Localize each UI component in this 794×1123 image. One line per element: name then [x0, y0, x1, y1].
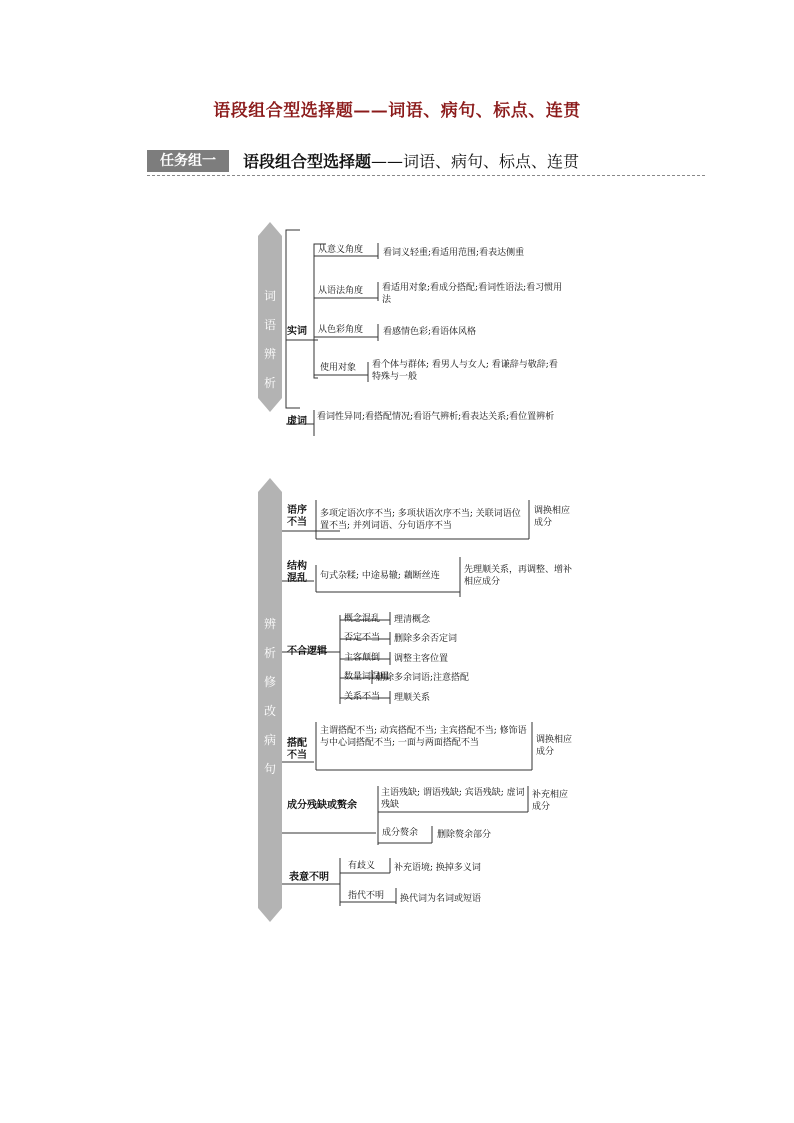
luoji-fix-4: 删除多余词语;注意搭配: [376, 673, 470, 683]
luoji-item-2: 否定不当: [344, 633, 381, 643]
chengfen-zhuiyu: 成分赘余: [382, 828, 419, 838]
angle-object: 使用对象: [320, 363, 357, 373]
section1-side-label: 词 语 辨 析: [263, 289, 276, 390]
luoji-fix-3: 调整主客位置: [394, 654, 449, 664]
jiegou-label: 结构混乱: [287, 561, 307, 584]
chengfen-zhuiyu-fix: 删除赘余部分: [437, 830, 492, 840]
task-title-rest: ——词语、病句、标点、连贯: [371, 152, 580, 171]
dapei-fix: 调换相应成分: [536, 735, 573, 757]
page-title: 语段组合型选择题——词语、病句、标点、连贯: [213, 101, 581, 121]
angle-color: 从色彩角度: [318, 325, 364, 335]
angle-grammar-desc: 看适用对象;看成分搭配;看词性语法;看习惯用法: [382, 283, 563, 305]
yuxu-label: 语序不当: [287, 505, 307, 528]
luoji-fix-2: 删除多余否定词: [394, 634, 458, 644]
biaoyi-fix-2: 换代词为名词或短语: [400, 894, 482, 904]
luoji-item-3: 主客颠倒: [344, 653, 381, 663]
jiegou-fix: 先理顺关系，再调整、增补相应成分: [464, 565, 573, 587]
biaoyi-item-1: 有歧义: [348, 861, 376, 871]
yuxu-desc: 多项定语次序不当; 多项状语次序不当; 关联词语位置不当; 并列词语、分句语序不当: [320, 509, 521, 531]
task-group-badge: 任务组一: [147, 150, 229, 172]
section2-side-label: 辨 析 修 改 病 句: [263, 617, 276, 776]
luoji-item-4: 数量词误用: [344, 672, 390, 682]
dapei-desc: 主谓搭配不当; 动宾搭配不当; 主宾搭配不当; 修饰语与中心词搭配不当; 一面与两面搭配不当: [320, 726, 527, 748]
biaoyi-fix-1: 补充语境; 换掉多义词: [394, 863, 481, 873]
luoji-label: 不合逻辑: [287, 646, 327, 657]
xuci-label: 虚词: [287, 416, 307, 427]
biaoyi-label: 表意不明: [289, 872, 329, 883]
chengfen-canque: 主语残缺; 谓语残缺; 宾语残缺; 虚词残缺: [381, 788, 525, 810]
angle-meaning-desc: 看词义轻重;看适用范围;看表达侧重: [383, 248, 525, 258]
chengfen-label: 成分残缺或赘余: [287, 800, 357, 811]
biaoyi-item-2: 指代不明: [348, 891, 385, 901]
jiegou-desc: 句式杂糅; 中途易辙; 藕断丝连: [320, 571, 440, 581]
luoji-item-5: 关系不当: [344, 692, 381, 702]
angle-color-desc: 看感情色彩;看语体风格: [383, 327, 477, 337]
yuxu-fix: 调换相应成分: [534, 506, 571, 528]
luoji-item-1: 概念混乱: [344, 614, 381, 624]
luoji-fix-5: 理顺关系: [394, 693, 431, 703]
angle-object-desc: 看个体与群体; 看男人与女人; 看谦辞与敬辞;看特殊与一般: [372, 360, 558, 382]
angle-grammar: 从语法角度: [318, 286, 364, 296]
shici-label: 实词: [287, 326, 307, 337]
chengfen-canque-fix: 补充相应成分: [532, 790, 569, 812]
task-title-bold: 语段组合型选择题: [243, 152, 372, 171]
dapei-label: 搭配不当: [287, 738, 307, 761]
xuci-desc: 看词性异同;看搭配情况;看语气辨析;看表达关系;看位置辨析: [317, 412, 555, 422]
angle-meaning: 从意义角度: [318, 245, 364, 255]
luoji-fix-1: 理清概念: [394, 615, 431, 625]
